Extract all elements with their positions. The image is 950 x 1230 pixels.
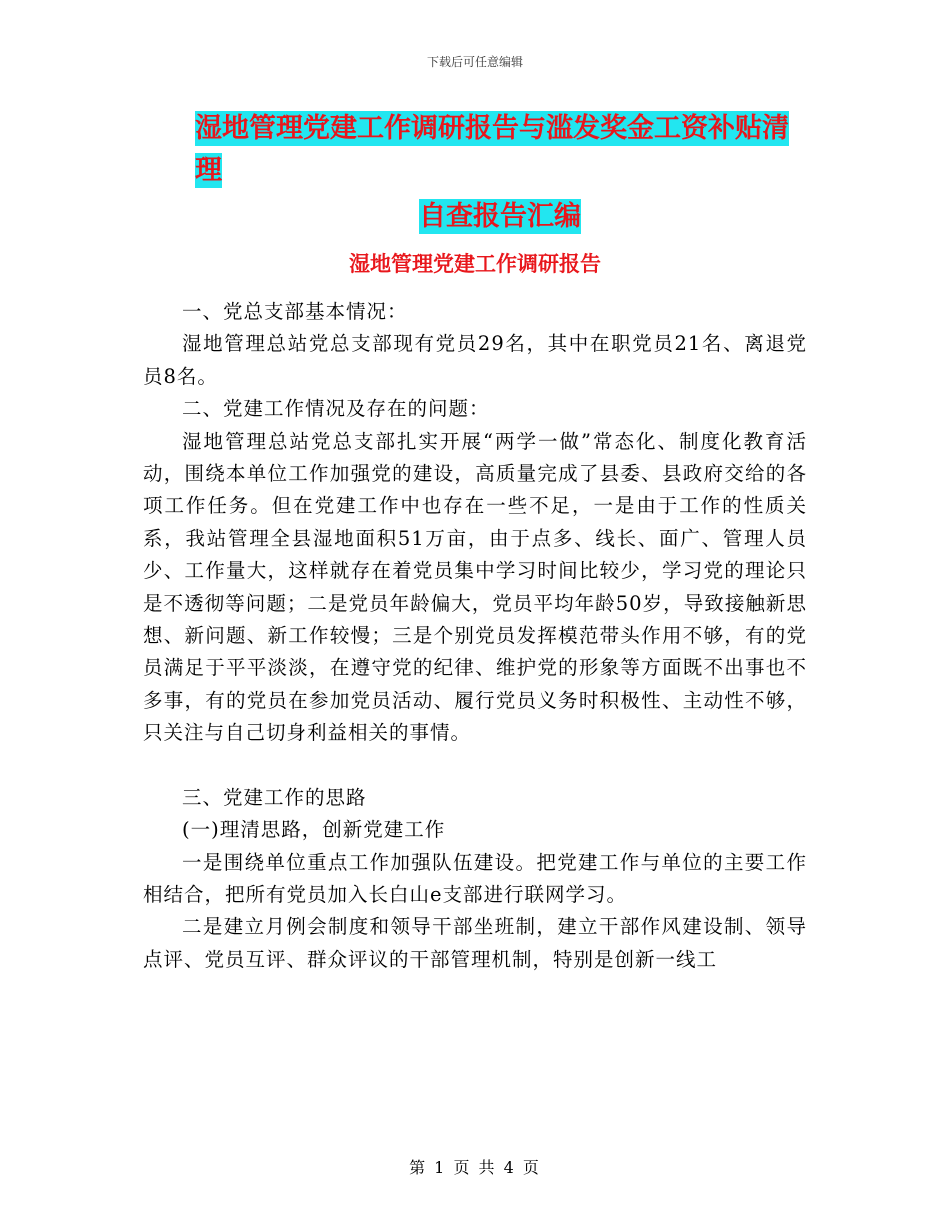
paragraph: 湿地管理总站党总支部扎实开展“两学一做”常态化、制度化教育活动，围绕本单位工作加强党的建设，高质量完成了县委、县政府交给的各项工作任务。但在党建工作中也存在一些不足，一是由于工作的性质关系，我站管理全县湿地面积51万亩，由于点多、线长、面广、管理人员少、工作量大，这样就存在着党员集中学习时间比较少，学习党的理论只是不透彻等问题；二是党员年龄偏大，党员平均年龄50岁，导致接触新思想、新问题、新工作较慢；三是个别党员发挥模范带头作用不够，有的党员满足于平平淡淡，在遵守党的纪律、维护党的形象等方面既不出事也不多事，有的党员在参加党员活动、履行党员义务时积极性、主动性不够，只关注与自己切身利益相关的事情。: [143, 429, 807, 745]
document-body: [143, 296, 807, 976]
title-line-2: 自查报告汇编: [419, 201, 581, 232]
paragraph-heading-1: 一、党总支部基本情况：: [182, 300, 408, 323]
paragraph-heading-3: 三、党建工作的思路: [182, 785, 367, 809]
header-note: 下载后可任意编辑: [426, 55, 523, 69]
paragraph-heading-2: 二、党建工作情况及存在的问题：: [182, 397, 490, 421]
title-line-1: 湿地管理党建工作调研报告与滥发奖金工资补贴清理: [195, 113, 789, 186]
paragraph: 湿地管理总站党总支部现有党员29名，其中在职党员21名、离退党员8名。: [143, 332, 807, 388]
paragraph: 二是建立月例会制度和领导干部坐班制，建立干部作风建设制、领导点评、党员互评、群众评议的干部管理机制，特别是创新一线工: [143, 915, 807, 971]
paragraph-subheading: (一)理清思路，创新党建工作: [182, 818, 446, 842]
section-title: 湿地管理党建工作调研报告: [349, 252, 601, 276]
paragraph: 一是围绕单位重点工作加强队伍建设。把党建工作与单位的主要工作相结合，把所有党员加入长白山e支部进行联网学习。: [143, 850, 807, 906]
document-title: [195, 108, 805, 238]
page-footer: 第 1 页 共 4 页: [409, 1158, 541, 1177]
